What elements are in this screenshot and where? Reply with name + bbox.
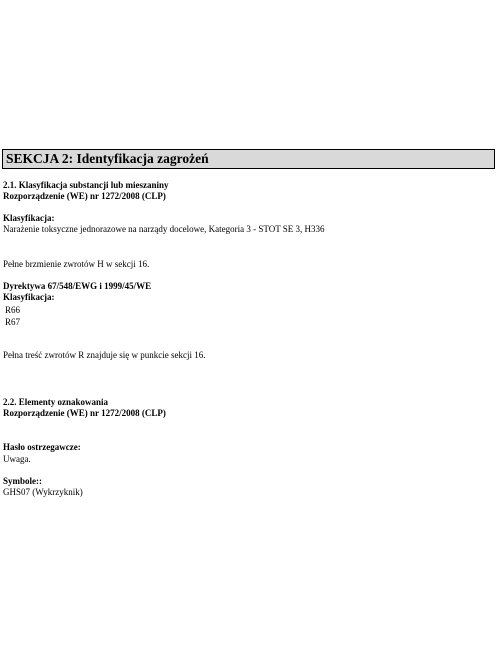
clp-regulation: Rozporządzenie (WE) nr 1272/2008 (CLP) — [3, 191, 166, 201]
subsection-heading-2-2: 2.2. Elementy oznakowania — [3, 397, 109, 407]
h-phrases-note: Pełne brzmienie zwrotów H w sekcji 16. — [3, 259, 150, 269]
signal-word-label: Hasło ostrzegawcze: — [3, 442, 81, 452]
r-phrases-note: Pełna treść zwrotów R znajduje się w punkcie sekcji 16. — [3, 350, 206, 360]
clp-regulation-2: Rozporządzenie (WE) nr 1272/2008 (CLP) — [3, 408, 166, 418]
section-title: SEKCJA 2: Identyfikacja zagrożeń — [2, 149, 495, 169]
symbols-label: Symbole:: — [3, 476, 42, 486]
directive-heading: Dyrektywa 67/548/EWG i 1999/45/WE — [3, 281, 152, 291]
signal-word-value: Uwaga. — [3, 454, 31, 464]
subsection-heading-2-1: 2.1. Klasyfikacja substancji lub mieszaniny — [3, 180, 169, 190]
classification-label-2: Klasyfikacja: — [3, 292, 55, 302]
classification-label: Klasyfikacja: — [3, 213, 55, 223]
r-phrase: R66 — [5, 305, 21, 315]
symbols-value: GHS07 (Wykrzyknik) — [3, 487, 83, 497]
classification-value: Narażenie toksyczne jednorazowe na narządy docelowe, Kategoria 3 - STOT SE 3, H336 — [3, 224, 325, 234]
r-phrase: R67 — [5, 317, 21, 327]
